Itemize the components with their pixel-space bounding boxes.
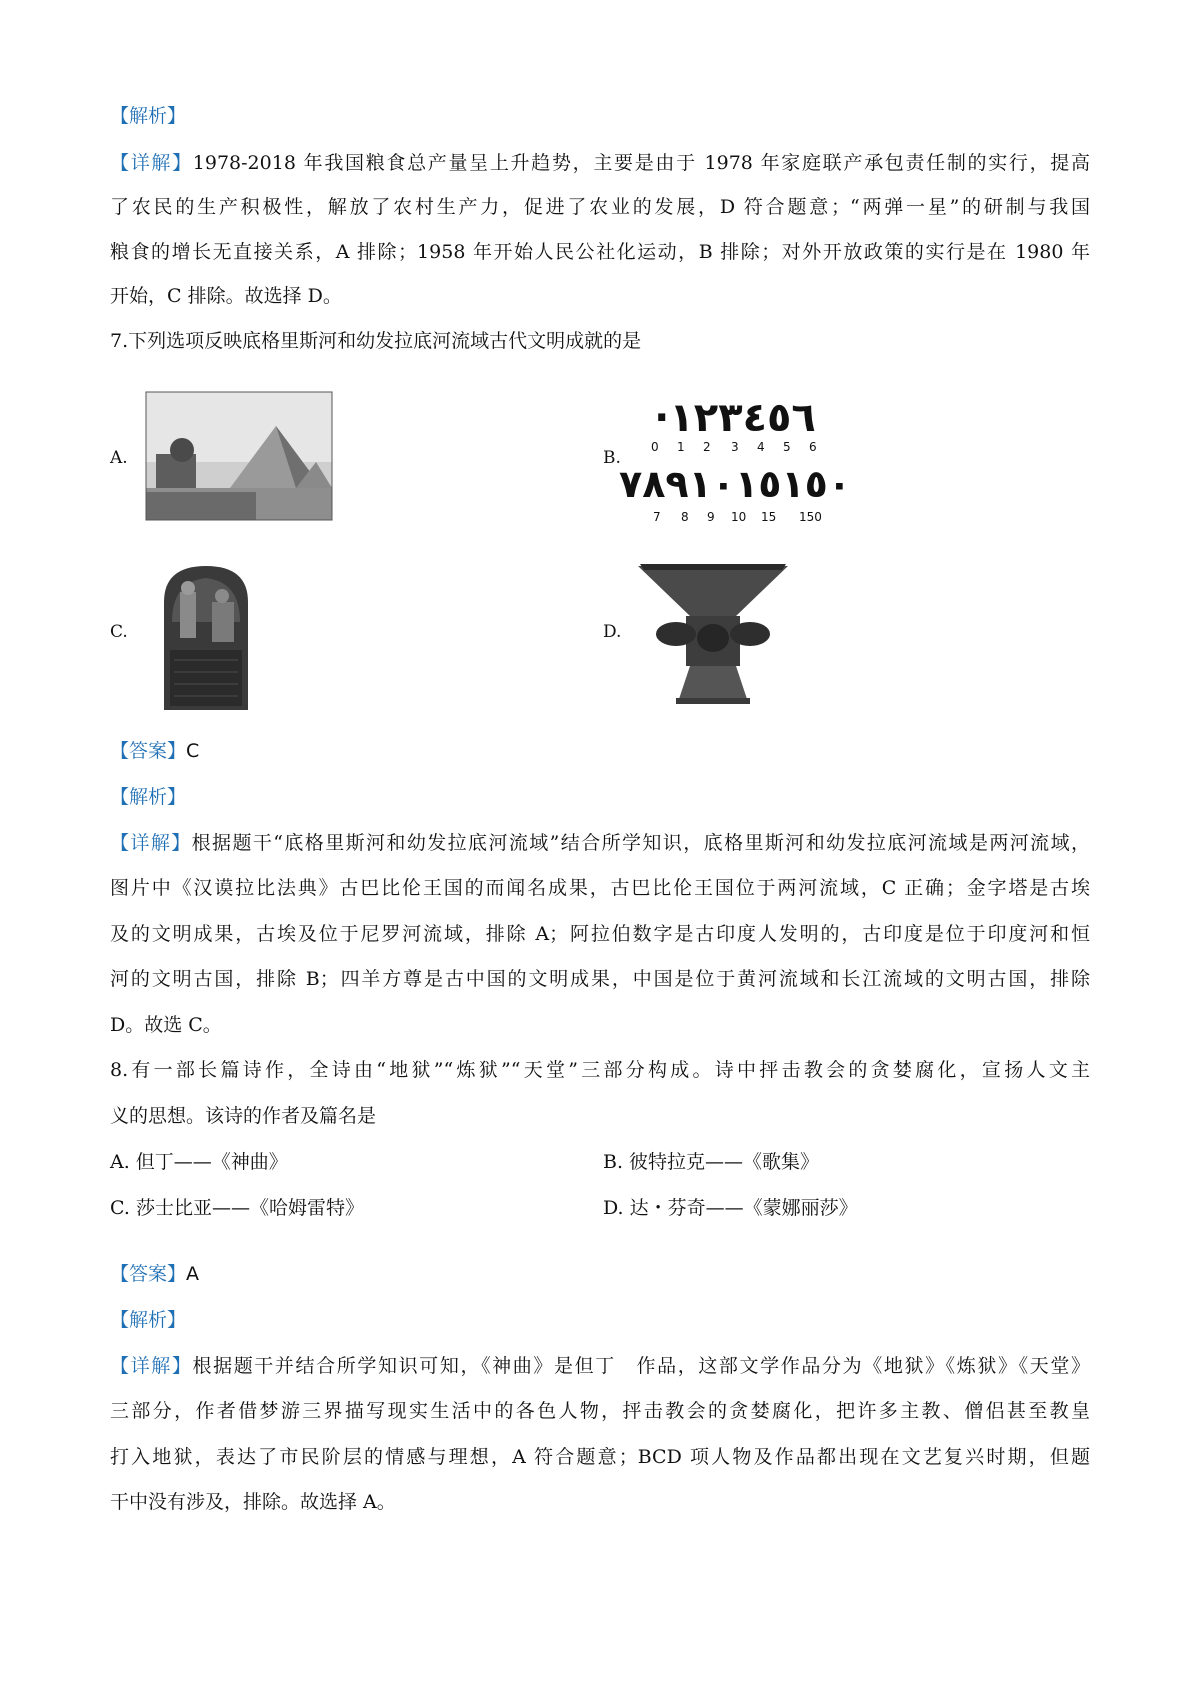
q8-detail-line-1: 【详解】根据题干并结合所学知识可知，《神曲》是但丁 作品，这部文学作品分为《地狱》《炼狱》《天堂》 xyxy=(110,1355,1090,1377)
numeral-label-10: 10 xyxy=(731,510,747,524)
q8-detail-line-4: 干中没有涉及，排除。故选择 A。 xyxy=(110,1491,396,1513)
four-ram-square-zun xyxy=(636,560,790,706)
numeral-label-6: 6 xyxy=(809,440,817,454)
numeral-label-5: 5 xyxy=(783,440,791,454)
q6-detail-tag: 【详解】 xyxy=(110,152,193,174)
numerals-row-1: ·١٢٣٤٥٦ xyxy=(654,395,816,441)
q8-answer-value: A xyxy=(186,1263,200,1285)
q6-detail-line-2: 了农民的生产积极性，解放了农村生产力，促进了农业的发展，D 符合题意；“两弹一星”的研制与我国 xyxy=(110,196,1090,218)
q8-option-d: D. 达・芬奇——《蒙娜丽莎》 xyxy=(603,1197,858,1219)
q6-detail-line-3: 粮食的增长无直接关系，A 排除；1958 年开始人民公社化运动，B 排除；对外开放政策的实行是在 1980 年 xyxy=(110,241,1090,263)
q7-option-b-label: B. xyxy=(603,448,621,468)
q7-analysis-tag: 【解析】 xyxy=(110,786,187,808)
q7-detail-line-1: 【详解】根据题干“底格里斯河和幼发拉底河流域”结合所学知识，底格里斯河和幼发拉底河流域是两河流域， xyxy=(110,832,1090,854)
q8-analysis-tag: 【解析】 xyxy=(110,1309,187,1331)
q8-answer-tag: 【答案】 xyxy=(110,1263,187,1285)
numeral-label-7: 7 xyxy=(653,510,661,524)
q8-option-a: A. 但丁——《神曲》 xyxy=(110,1151,288,1173)
numeral-label-15: 15 xyxy=(761,510,777,524)
numeral-label-4: 4 xyxy=(757,440,765,454)
q7-option-a-label: A. xyxy=(110,448,128,468)
q6-analysis-tag: 【解析】 xyxy=(110,105,187,127)
numeral-label-8: 8 xyxy=(681,510,689,524)
numerals-row-2: ٧٨٩١٠١٥١٥٠ xyxy=(619,462,851,506)
numeral-label-3: 3 xyxy=(731,440,739,454)
q7-detail-line-3: 及的文明成果，古埃及位于尼罗河流域，排除 A；阿拉伯数字是古印度人发明的，古印度是位于印度河和恒 xyxy=(110,923,1090,945)
numeral-label-1: 1 xyxy=(677,440,685,454)
numeral-label-9: 9 xyxy=(707,510,715,524)
q7-answer-value: C xyxy=(186,740,200,762)
q8-option-c: C. 莎士比亚——《哈姆雷特》 xyxy=(110,1197,364,1219)
q8-detail-tag: 【详解】 xyxy=(110,1355,193,1377)
numeral-label-150: 150 xyxy=(799,510,822,524)
q8-question-line-1: 8.有一部长篇诗作，全诗由“地狱”“炼狱”“天堂”三部分构成。诗中抨击教会的贪婪腐化，宣扬人文主 xyxy=(110,1059,1090,1081)
numeral-label-2: 2 xyxy=(703,440,711,454)
hammurabi-code-stele xyxy=(150,562,262,710)
q7-detail-line-2: 图片中《汉谟拉比法典》古巴比伦王国的而闻名成果，古巴比伦王国位于两河流域，C 正确；金字塔是古埃 xyxy=(110,877,1090,899)
q8-detail-line-3: 打入地狱，表达了市民阶层的情感与理想，A 符合题意；BCD 项人物及作品都出现在文艺复兴时期，但题 xyxy=(110,1446,1090,1468)
q8-option-b: B. 彼特拉克——《歌集》 xyxy=(603,1151,820,1173)
q7-option-c-label: C. xyxy=(110,622,128,642)
q7-detail-tag: 【详解】 xyxy=(110,832,192,854)
q6-detail-line-4: 开始，C 排除。故选择 D。 xyxy=(110,285,342,307)
q8-answer xyxy=(110,1262,199,1286)
q7-detail-line-5: D。故选 C。 xyxy=(110,1014,222,1036)
q8-detail-line-2: 三部分，作者借梦游三界描写现实生活中的各色人物，抨击教会的贪婪腐化，把许多主教、僧侣甚至教皇 xyxy=(110,1400,1090,1422)
q8-question-line-2: 义的思想。该诗的作者及篇名是 xyxy=(110,1105,377,1127)
pyramids-sphinx-photo xyxy=(146,392,332,520)
q6-detail-line-1: 【详解】1978-2018 年我国粮食总产量呈上升趋势，主要是由于 1978 年家庭联产承包责任制的实行，提高 xyxy=(110,152,1090,174)
arabic-numerals-chart xyxy=(619,393,851,528)
q7-option-d-label: D. xyxy=(603,622,622,642)
q7-answer xyxy=(110,739,199,763)
numeral-label-0: 0 xyxy=(651,440,659,454)
q7-question: 7.下列选项反映底格里斯河和幼发拉底河流域古代文明成就的是 xyxy=(110,330,642,352)
q7-detail-line-4: 河的文明古国，排除 B；四羊方尊是古中国的文明成果，中国是位于黄河流域和长江流域的文明古国，排除 xyxy=(110,968,1090,990)
q7-answer-tag: 【答案】 xyxy=(110,740,187,762)
